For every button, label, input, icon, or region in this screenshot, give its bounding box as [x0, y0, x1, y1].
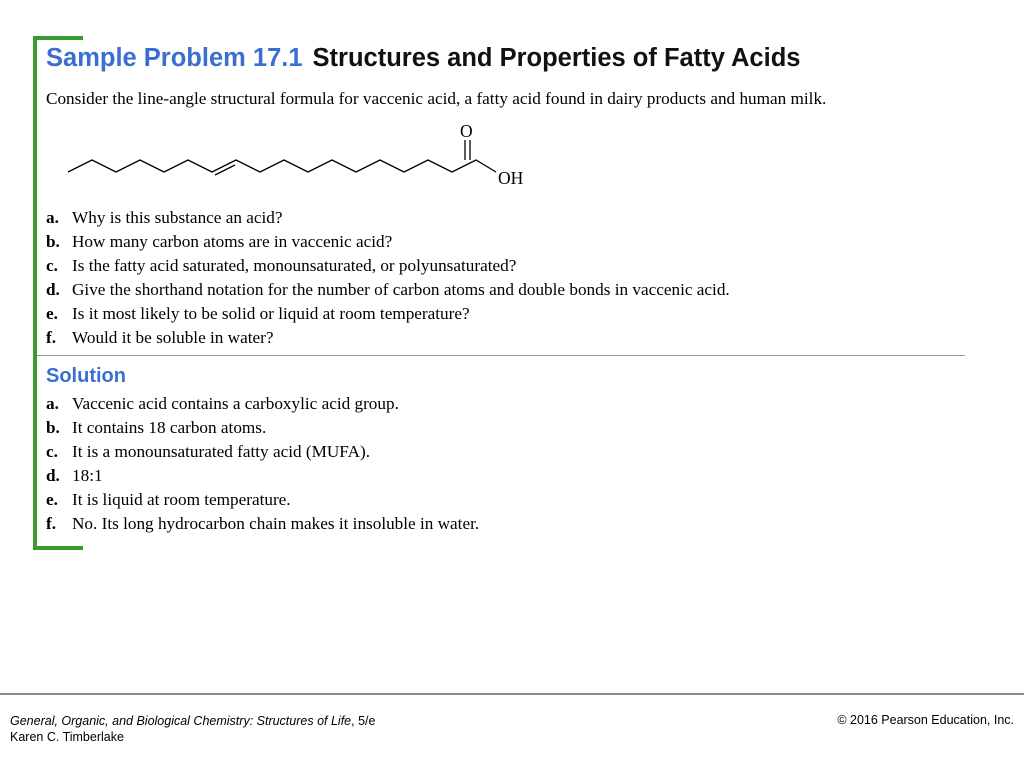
- question-text: How many carbon atoms are in vaccenic acid?: [72, 232, 393, 251]
- answer-label: b.: [46, 418, 60, 437]
- answer-item: [46, 392, 479, 416]
- question-label: d.: [46, 280, 60, 299]
- answer-text: It is a monounsaturated fatty acid (MUFA).: [72, 442, 371, 461]
- question-item: [46, 302, 730, 326]
- footer-copyright: © 2016 Pearson Education, Inc.: [837, 713, 1014, 727]
- section-divider: [37, 355, 965, 356]
- answer-text: It is liquid at room temperature.: [72, 490, 291, 509]
- answer-item: [46, 512, 479, 536]
- question-text: Give the shorthand notation for the number of carbon atoms and double bonds in vaccenic acid.: [72, 280, 730, 299]
- question-item: [46, 254, 730, 278]
- footer-rule: [0, 693, 1024, 695]
- question-text: Would it be soluble in water?: [72, 328, 274, 347]
- answer-item: [46, 488, 479, 512]
- footer-author: Karen C. Timberlake: [10, 730, 124, 744]
- solution-heading: Solution: [46, 365, 126, 387]
- slide-title: [46, 44, 800, 73]
- question-label: c.: [46, 256, 58, 275]
- double-bond-line: [215, 165, 235, 175]
- answer-item: [46, 416, 479, 440]
- answer-label: d.: [46, 466, 60, 485]
- hydroxyl-label: OH: [498, 168, 524, 188]
- carbon-chain: [68, 160, 496, 172]
- question-list: [46, 206, 730, 350]
- problem-number: Sample Problem 17.1: [46, 44, 303, 72]
- oxygen-label: O: [460, 121, 473, 141]
- question-text: Why is this substance an acid?: [72, 208, 283, 227]
- footer-citation: [10, 713, 375, 745]
- problem-intro: Consider the line-angle structural formula for vaccenic acid, a fatty acid found in dairy products and human milk.: [46, 89, 827, 108]
- answer-label: a.: [46, 394, 59, 413]
- answer-text: No. Its long hydrocarbon chain makes it insoluble in water.: [72, 514, 480, 533]
- question-label: b.: [46, 232, 60, 251]
- question-label: f.: [46, 328, 57, 347]
- answer-label: c.: [46, 442, 58, 461]
- footer-edition: , 5/e: [351, 714, 376, 728]
- answer-label: e.: [46, 490, 58, 509]
- vaccenic-acid-structure: [60, 118, 540, 194]
- question-item: [46, 230, 730, 254]
- question-item: [46, 206, 730, 230]
- question-item: [46, 326, 730, 350]
- answer-text: 18:1: [72, 466, 103, 485]
- question-item: [46, 278, 730, 302]
- footer-book-title: General, Organic, and Biological Chemistry: Structures of Life: [10, 714, 352, 728]
- question-text: Is it most likely to be solid or liquid at room temperature?: [72, 304, 470, 323]
- answer-list: [46, 392, 479, 536]
- answer-item: [46, 440, 479, 464]
- question-label: a.: [46, 208, 59, 227]
- problem-title: Structures and Properties of Fatty Acids: [312, 44, 801, 72]
- answer-label: f.: [46, 514, 57, 533]
- answer-item: [46, 464, 479, 488]
- answer-text: Vaccenic acid contains a carboxylic acid group.: [72, 394, 399, 413]
- question-text: Is the fatty acid saturated, monounsaturated, or polyunsaturated?: [72, 256, 517, 275]
- answer-text: It contains 18 carbon atoms.: [72, 418, 267, 437]
- question-label: e.: [46, 304, 58, 323]
